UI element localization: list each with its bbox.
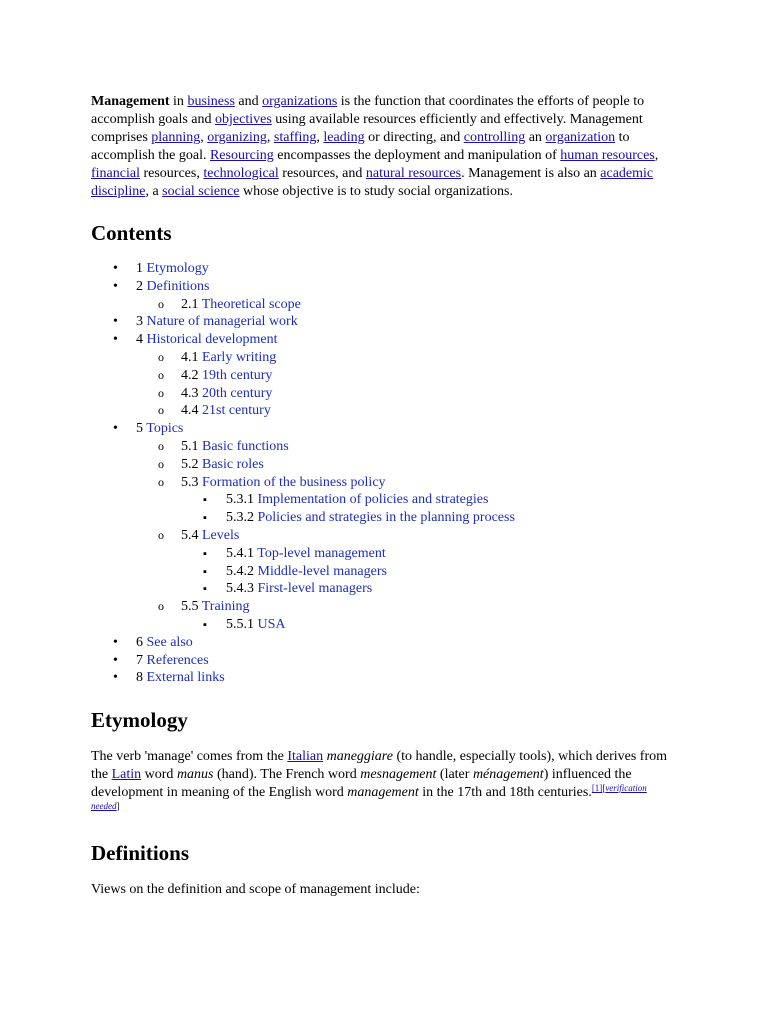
toc-link[interactable]: Theoretical scope — [201, 296, 301, 312]
toc-link[interactable]: Topics — [146, 421, 184, 437]
toc-number: 4 — [136, 332, 143, 348]
toc-link[interactable]: Nature of managerial work — [146, 314, 298, 330]
toc-link[interactable]: Formation of the business policy — [202, 474, 386, 490]
toc-number: 5.2 — [181, 456, 199, 472]
toc-link[interactable]: References — [146, 652, 209, 668]
toc-bullet-icon — [113, 634, 129, 652]
toc-sublist — [181, 491, 676, 527]
toc-bullet-icon — [158, 527, 174, 545]
toc-sublist — [136, 438, 676, 634]
toc-link[interactable]: Training — [201, 599, 250, 615]
toc-link[interactable]: Historical development — [146, 332, 278, 348]
toc-item-4 — [91, 331, 676, 420]
toc-bullet-icon — [113, 669, 129, 687]
toc-bullet-icon — [113, 331, 129, 349]
toc-bullet-icon — [203, 545, 219, 564]
term-menagement: ménagement — [472, 767, 544, 783]
citation: [1][verification needed] — [91, 783, 647, 812]
link-planning[interactable]: planning — [151, 130, 201, 145]
toc-bullet-icon — [113, 313, 129, 331]
link-technological[interactable]: technological — [203, 166, 279, 181]
toc-bullet-icon — [203, 616, 219, 635]
toc-item-3 — [91, 313, 676, 331]
toc-number: 5.4.2 — [226, 563, 254, 579]
toc-bullet-icon — [158, 456, 174, 474]
toc-number: 4.1 — [181, 349, 199, 365]
toc-item-4-2 — [136, 367, 676, 385]
toc-link[interactable]: 21st century — [202, 403, 271, 419]
link-objectives[interactable]: objectives — [215, 112, 272, 127]
toc-bullet-icon — [158, 296, 174, 314]
toc-item-7 — [91, 652, 676, 670]
toc-link[interactable]: External links — [146, 670, 225, 686]
toc-bullet-icon — [158, 385, 174, 403]
toc-item-5-3-1 — [181, 491, 676, 509]
toc-number: 7 — [136, 652, 143, 668]
toc-sublist — [136, 349, 676, 420]
toc-number: 2 — [136, 278, 143, 294]
toc-number: 5.3 — [181, 474, 199, 490]
toc-link[interactable]: Etymology — [146, 261, 209, 276]
link-financial[interactable]: financial — [91, 166, 140, 181]
toc-bullet-icon — [113, 652, 129, 670]
toc-sublist — [181, 545, 676, 598]
toc-number: 6 — [136, 634, 143, 650]
toc-bullet-icon — [203, 491, 219, 510]
toc-number: 5.4.1 — [226, 545, 254, 561]
toc-link[interactable]: Early writing — [202, 349, 277, 365]
toc-item-2 — [91, 278, 676, 314]
toc-number: 5 — [136, 421, 143, 437]
link-human-resources[interactable]: human resources — [560, 148, 655, 163]
toc-number: 5.1 — [181, 438, 199, 454]
toc-item-5-5 — [136, 598, 676, 634]
term-maneggiare: maneggiare — [326, 749, 393, 765]
toc-number: 3 — [136, 314, 143, 330]
term-management: management — [347, 785, 419, 801]
link-organizations[interactable]: organizations — [262, 94, 338, 109]
term-manus: manus — [176, 767, 214, 783]
toc-number: 1 — [136, 261, 143, 276]
toc-link[interactable]: USA — [257, 616, 286, 632]
link-staffing[interactable]: staffing — [273, 130, 317, 145]
toc-link[interactable]: Levels — [202, 527, 240, 543]
toc-link[interactable]: 19th century — [202, 367, 273, 383]
toc-number: 5.3.2 — [226, 510, 254, 526]
verification-needed-link[interactable]: verification needed — [91, 783, 647, 812]
toc-bullet-icon — [158, 598, 174, 616]
toc-item-5 — [91, 420, 676, 634]
toc-link[interactable]: Policies and strategies in the planning process — [257, 510, 515, 526]
toc-bullet-icon — [113, 260, 129, 278]
toc-item-6 — [91, 634, 676, 652]
link-social-science[interactable]: social science — [162, 184, 240, 199]
toc-link[interactable]: Middle-level managers — [257, 563, 387, 579]
toc-link[interactable]: Implementation of policies and strategies — [257, 492, 489, 508]
toc-item-5-4-1 — [181, 545, 676, 563]
toc-link[interactable]: Basic roles — [202, 456, 264, 472]
toc-item-5-2 — [136, 456, 676, 474]
toc-link[interactable]: Basic functions — [202, 438, 289, 454]
toc-bullet-icon — [158, 474, 174, 492]
toc-number: 5.3.1 — [226, 492, 254, 508]
citation-1-link[interactable]: [1] — [591, 783, 603, 794]
toc-number: 2.1 — [181, 296, 199, 312]
link-organization[interactable]: organization — [545, 130, 616, 145]
etymology-heading: Etymology — [91, 708, 188, 733]
toc-sublist — [136, 296, 676, 314]
link-business[interactable]: business — [187, 94, 235, 109]
toc-number: 5.4.3 — [226, 581, 254, 597]
toc-bullet-icon — [158, 438, 174, 456]
toc-number: 5.5 — [181, 599, 199, 615]
toc-item-5-3-2 — [181, 509, 676, 527]
toc-link[interactable]: First-level managers — [257, 581, 373, 597]
toc-bullet-icon — [158, 402, 174, 420]
toc-item-5-4-2 — [181, 563, 676, 581]
toc-item-5-4 — [136, 527, 676, 598]
toc-bullet-icon — [113, 420, 129, 438]
link-academic-discipline[interactable]: academic discipline — [91, 166, 654, 199]
term-management: Management — [91, 94, 170, 109]
toc-item-4-3 — [136, 385, 676, 403]
toc-item-5-5-1 — [181, 616, 676, 634]
contents-heading: Contents — [91, 221, 172, 245]
toc-link[interactable]: 20th century — [202, 385, 273, 401]
toc-link[interactable]: Definitions — [146, 278, 210, 294]
toc-item-4-4 — [136, 402, 676, 420]
toc-bullet-icon — [113, 278, 129, 296]
toc-item-5-1 — [136, 438, 676, 456]
link-resourcing[interactable]: Resourcing — [209, 148, 274, 163]
toc-bullet-icon — [158, 349, 174, 367]
toc-item-2-1 — [136, 296, 676, 314]
link-latin[interactable]: Latin — [111, 767, 142, 783]
toc-number: 4.4 — [181, 403, 199, 419]
toc-bullet-icon — [203, 509, 219, 528]
term-mesnagement: mesnagement — [360, 767, 437, 783]
definitions-heading: Definitions — [91, 841, 190, 866]
toc-item-5-3 — [136, 474, 676, 527]
table-of-contents — [91, 260, 676, 687]
toc-item-4-1 — [136, 349, 676, 367]
link-italian[interactable]: Italian — [287, 749, 324, 765]
toc-bullet-icon — [158, 367, 174, 385]
link-natural-resources[interactable]: natural resources — [365, 166, 462, 181]
toc-number: 5.4 — [181, 527, 199, 543]
toc-number: 4.2 — [181, 367, 199, 383]
toc-link[interactable]: See also — [146, 634, 193, 650]
link-organizing[interactable]: organizing — [207, 130, 267, 145]
link-controlling[interactable]: controlling — [463, 130, 526, 145]
toc-item-1 — [91, 260, 676, 278]
toc-number: 5.5.1 — [226, 616, 254, 632]
intro-paragraph: Management in business and organizations is the function that coordinates the efforts of people to accomplish goals and objectives using available resources efficiently and effectively. Management comprises planning, organizing, staffing, leading or directing, and controlling an organization to accomplish the goal. Resourcing encompasses the deployment and manipulation of human resources, financial resources, technological resources, and natural resources. Management is also an academic discipline, a social science whose objective is to study social organizations. — [91, 94, 659, 199]
link-leading[interactable]: leading — [323, 130, 365, 145]
definitions-paragraph: Views on the definition and scope of management include: — [91, 882, 420, 898]
toc-sublist — [181, 616, 676, 634]
toc-bullet-icon — [203, 580, 219, 599]
toc-item-5-4-3 — [181, 580, 676, 598]
etymology-paragraph: The verb 'manage' comes from the Italian maneggiare (to handle, especially tools), which derives from the Latin word manus (hand). The French word mesnagement (later ménagement) influenced the development in meaning of the English word management in the 17th and 18th centuries.[1][verification needed] — [91, 749, 668, 812]
toc-number: 4.3 — [181, 385, 199, 401]
toc-number: 8 — [136, 670, 143, 686]
toc-bullet-icon — [203, 563, 219, 582]
toc-link[interactable]: Top-level management — [257, 545, 386, 561]
toc-item-8 — [91, 669, 676, 687]
